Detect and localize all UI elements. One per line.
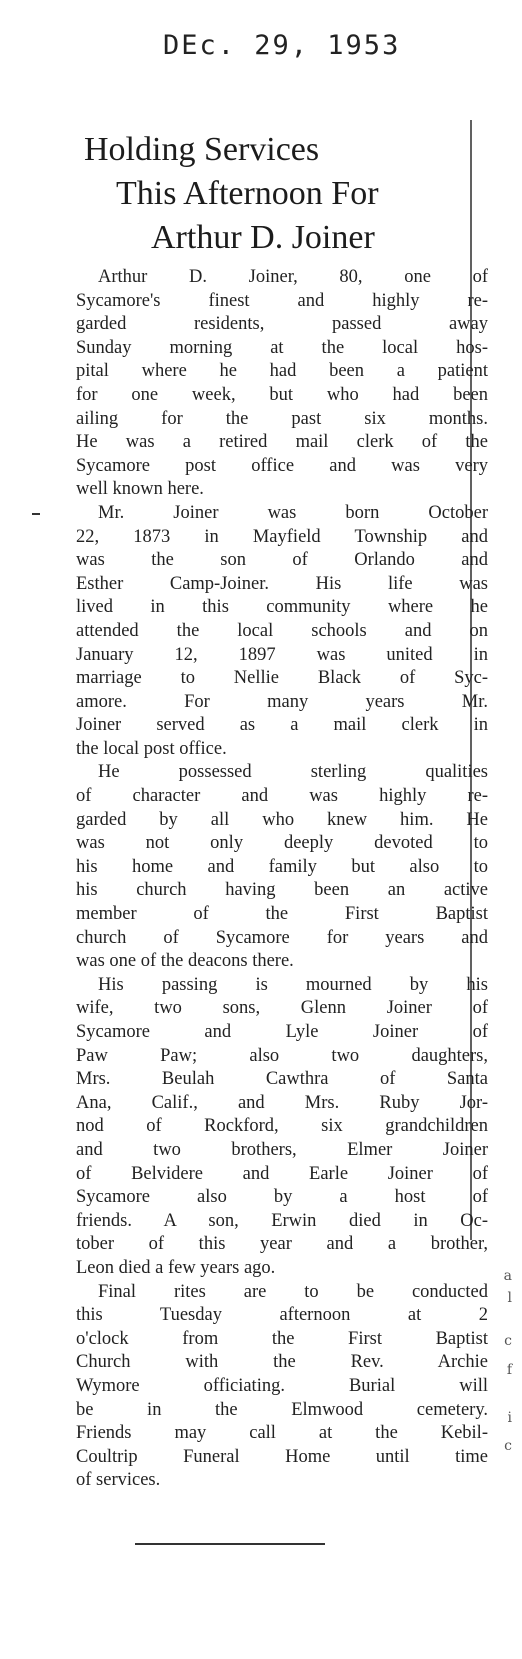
article-line: Coultrip Funeral Home until time bbox=[76, 1446, 488, 1467]
article-line: the local post office. bbox=[76, 738, 227, 759]
article-line: was the son of Orlando and bbox=[76, 550, 488, 571]
article-line: friends. A son, Erwin died in Oc- bbox=[76, 1210, 488, 1231]
article-line: Sunday morning at the local hos- bbox=[76, 337, 488, 358]
article-line: his home and family but also to bbox=[76, 856, 488, 877]
article-paragraph bbox=[76, 761, 488, 973]
article-line: Leon died a few years ago. bbox=[76, 1257, 276, 1278]
article-line: Wymore officiating. Burial will bbox=[76, 1375, 488, 1396]
article-line: this Tuesday afternoon at 2 bbox=[76, 1305, 488, 1326]
article-line: 22, 1873 in Mayfield Township and bbox=[76, 526, 488, 547]
article-paragraph bbox=[76, 502, 488, 762]
article-paragraph bbox=[76, 974, 488, 1281]
article-line: member of the First Baptist bbox=[76, 904, 488, 925]
article-body bbox=[76, 266, 488, 1493]
edge-fragment: f bbox=[506, 1362, 512, 1378]
obituary-clipping bbox=[76, 128, 488, 1493]
article-line: Mrs. Beulah Cawthra of Santa bbox=[76, 1069, 488, 1090]
article-line: his church having been an active bbox=[76, 880, 488, 901]
article-line: church of Sycamore for years and bbox=[76, 927, 488, 948]
edge-fragment: i bbox=[507, 1410, 512, 1426]
article-line: Sycamore post office and was very bbox=[76, 455, 488, 476]
article-line: Sycamore and Lyle Joiner of bbox=[76, 1022, 488, 1042]
article-line: Joiner served as a mail clerk in bbox=[76, 715, 488, 736]
article-line: of Belvidere and Earle Joiner of bbox=[76, 1163, 488, 1184]
article-line: Sycamore also by a host of bbox=[76, 1187, 488, 1208]
article-paragraph bbox=[76, 1281, 488, 1493]
article-line: was one of the deacons there. bbox=[76, 951, 294, 972]
article-line: ailing for the past six months. bbox=[76, 408, 488, 429]
article-line: Mr. Joiner was born October bbox=[98, 502, 488, 523]
article-line: Arthur D. Joiner, 80, one of bbox=[98, 267, 488, 287]
article-paragraph bbox=[76, 266, 488, 502]
end-rule bbox=[135, 1543, 325, 1545]
article-line: Church with the Rev. Archie bbox=[76, 1352, 488, 1373]
edge-fragment: c bbox=[504, 1438, 512, 1454]
article-line: of services. bbox=[76, 1470, 161, 1491]
edge-fragment: c bbox=[504, 1333, 512, 1349]
article-line: Ana, Calif., and Mrs. Ruby Jor- bbox=[76, 1092, 488, 1113]
headline-line-1: Holding Services bbox=[84, 131, 320, 168]
article-line: garded by all who knew him. He bbox=[76, 809, 488, 830]
article-line: He possessed sterling qualities bbox=[98, 762, 488, 783]
article-line: be in the Elmwood cemetery. bbox=[76, 1399, 488, 1420]
article-line: wife, two sons, Glenn Joiner of bbox=[76, 998, 488, 1019]
article-line: Esther Camp-Joiner. His life was bbox=[76, 573, 488, 594]
article-line: He was a retired mail clerk of the bbox=[76, 432, 488, 453]
article-line: lived in this community where he bbox=[76, 597, 488, 618]
article-line: was not only deeply devoted to bbox=[76, 833, 488, 854]
article-line: and two brothers, Elmer Joiner bbox=[76, 1139, 488, 1160]
headline-line-2: This Afternoon For bbox=[116, 175, 379, 212]
headline bbox=[76, 128, 488, 260]
article-line: for one week, but who had been bbox=[76, 384, 488, 405]
article-line: o'clock from the First Baptist bbox=[76, 1328, 488, 1349]
headline-line-3: Arthur D. Joiner bbox=[151, 219, 375, 256]
article-line: attended the local schools and on bbox=[76, 620, 488, 641]
article-line: nod of Rockford, six grandchildren bbox=[76, 1116, 488, 1137]
edge-fragment: a bbox=[503, 1268, 512, 1284]
article-line: pital where he had been a patient bbox=[76, 361, 488, 382]
article-line: amore. For many years Mr. bbox=[76, 691, 488, 712]
article-line: of character and was highly re- bbox=[76, 786, 488, 807]
article-line: Final rites are to be conducted bbox=[98, 1281, 488, 1302]
date-stamp: DEc. 29, 1953 bbox=[163, 30, 401, 61]
article-line: Paw Paw; also two daughters, bbox=[76, 1045, 488, 1066]
margin-dash bbox=[32, 513, 40, 515]
article-line: His passing is mourned by his bbox=[98, 974, 488, 995]
article-line: marriage to Nellie Black of Syc- bbox=[76, 668, 488, 689]
article-line: Sycamore's finest and highly re- bbox=[76, 290, 488, 311]
article-line: garded residents, passed away bbox=[76, 314, 488, 335]
edge-fragment: l bbox=[507, 1290, 512, 1306]
article-line: January 12, 1897 was united in bbox=[76, 644, 488, 665]
article-line: well known here. bbox=[76, 479, 204, 500]
article-line: Friends may call at the Kebil- bbox=[76, 1423, 488, 1444]
article-line: tober of this year and a brother, bbox=[76, 1234, 488, 1255]
